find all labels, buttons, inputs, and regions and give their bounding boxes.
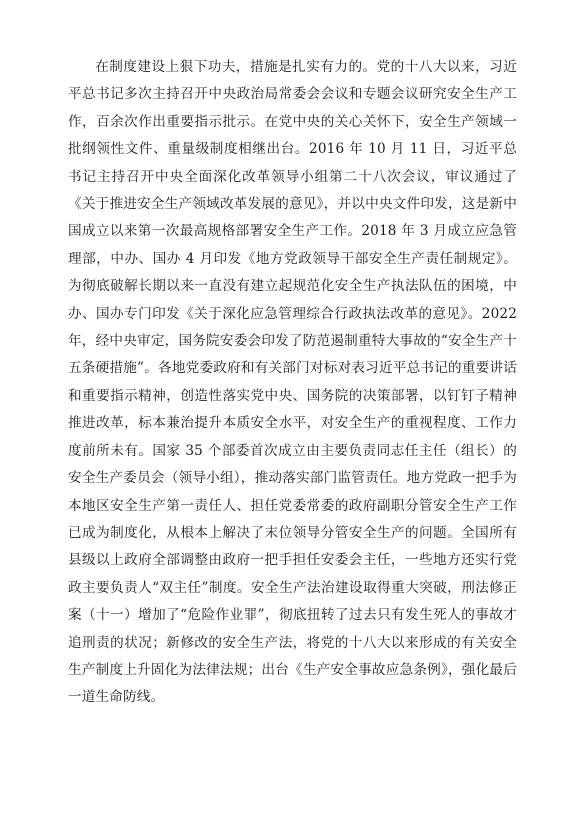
body-paragraph: 在制度建设上狠下功夫，措施是扎实有力的。党的十八大以来，习近平总书记多次主持召开中央政治局常委会会议和专题会议研究安全生产工作，百余次作出重要指示批示。在党中央的关心关怀下，安全生产领域一批纲领性文件、重量级制度相继出台。2016 年 10 月 11 日，习近平总书记主持召开中央全面深化改革领导小组第二十八次会议，审议通过了《关于推进安全生产领域改革发展的意见》，并以中央文件印发，这是新中国成立以来第一次最高规格部署安全生产工作。2018 年 3 月成立应急管理部，中办、国办 4 月印发《地方党政领导干部安全生产责任制规定》。为彻底破解长期以来一直没有建立起规范化安全生产执法队伍的困境，中办、国办专门印发《关于深化应急管理综合行政执法改革的意见》。2022 年，经中央审定，国务院安委会印发了防范遏制重特大事故的“安全生产十五条硬措施”。各地党委政府和有关部门对标对表习近平总书记的重要讲话和重要指示精神，创造性落实党中央、国务院的决策部署，以钉钉子精神推进改革，标本兼治提升本质安全水平，对安全生产的重视程度、工作力度前所未有。国家 35 个部委首次成立由主要负责同志任主任（组长）的安全生产委员会（领导小组），推动落实部门监管责任。地方党政一把手为本地区安全生产第一责任人、担任党委常委的政府副职分管安全生产工作已成为制度化，从根本上解决了末位领导分管安全生产的问题。全国所有县级以上政府全部调整由政府一把手担任安委会主任，一些地方还实行党政主要负责人“双主任”制度。安全生产法治建设取得重大突破，刑法修正案（十一）增加了“危险作业罪”，彻底扭转了过去只有发生死人的事故才追刑责的状况；新修改的安全生产法，将党的十八大以来形成的有关安全生产制度上升固化为法律法规；出台《生产安全事故应急条例》，强化最后一道生命防线。 bbox=[68, 59, 517, 706]
